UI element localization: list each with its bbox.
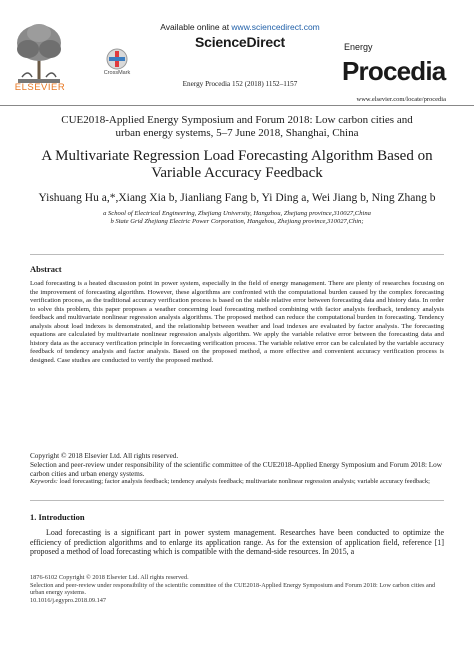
copyright-block bbox=[30, 452, 444, 478]
conference-info bbox=[40, 114, 434, 140]
keywords-block bbox=[30, 478, 444, 486]
crossmark-icon[interactable] bbox=[102, 48, 132, 70]
footer-review-line: Selection and peer-review under responsibility of the scientific committee of the CUE2018-Applied Energy Symposium and Forum 2018: Low carbon cities and urban energy systems. bbox=[30, 581, 436, 597]
affiliation-b: b State Grid Zhejiang Electric Power Corporation, Hangzhou, Zhejiang province,310027,Chin; bbox=[110, 218, 364, 225]
abstract-body: Load forecasting is a heated discussion point in power system, especially in the field of energy management. There are plenty of researches focusing on the improvement of forecasting algorithm. However, these algorithms are confronted with the computational burden caused by the complex forecasting verification process, as the traditional accuracy verification process is based on the stable relative error between forecasting data and history data. In order to solve this problem, this paper proposes a weather concerning load forecasting method combining with factor analysis feedback, tendency analysis feedback and multivariate nonlinear regression analysis algorithms. The proposed method can reduce the computational burden in forecasting. Tendency analysis about load indexes is demonstrated, and the relationship between weather and load indexes are evaluated by factor analysis. The forecasting equations are calculated by multivariate nonlinear regression analysis algorithm. We apply the variable relative error between the forecasting data and history data as the accuracy verification principle in forecasting verification process. The variable relative error can be calculated by the variable accuracy feedback of tendency analysis and factor analysis. Based on the proposed method, a more effective and convenient accuracy verification process is designed. Case studies are conducted to verify the proposed method. bbox=[30, 280, 444, 364]
conference-line-2: urban energy systems, 5–7 June 2018, Shanghai, China bbox=[115, 127, 359, 139]
journal-reference: Energy Procedia 152 (2018) 1152–1157 bbox=[182, 80, 298, 88]
paper-title: A Multivariate Regression Load Forecasting Algorithm Based on Variable Accuracy Feedback bbox=[41, 148, 433, 181]
available-online-line bbox=[138, 22, 342, 32]
conference-line-1: CUE2018-Applied Energy Symposium and Forum 2018: Low carbon cities and bbox=[61, 114, 413, 126]
elsevier-wordmark: ELSEVIER bbox=[14, 82, 66, 93]
keywords-label: Keywords: bbox=[30, 478, 58, 485]
page-footer bbox=[30, 574, 444, 604]
abstract-bottom-divider bbox=[30, 500, 444, 501]
journal-brand-top: Energy bbox=[344, 42, 373, 52]
sciencedirect-title: ScienceDirect bbox=[194, 34, 285, 50]
author-list: Yishuang Hu a,*,Xiang Xia b, Jianliang Fang b, Yi Ding a, Wei Jiang b, Ning Zhang b bbox=[38, 192, 436, 204]
peer-review-line: Selection and peer-review under responsibility of the scientific committee of the CUE2018-Applied Energy Symposium and Forum 2018: Low carbon cities and urban energy systems. bbox=[30, 460, 442, 478]
available-online-prefix: Available online at bbox=[160, 22, 232, 32]
crossmark-label: CrossMark bbox=[103, 70, 131, 76]
journal-brand-main: Procedia bbox=[342, 56, 446, 86]
copyright-line: Copyright © 2018 Elsevier Ltd. All rights reserved. bbox=[30, 452, 179, 460]
affiliation-a: a School of Electrical Engineering, Zhejiang University, Hangzhou, Zhejiang province,310027,China bbox=[103, 210, 371, 217]
issn-line: 1876-6102 Copyright © 2018 Elsevier Ltd. All rights reserved. bbox=[30, 574, 189, 581]
introduction-body: Load forecasting is a significant part in power system management. Researches have been conducted to optimize the efficiency of prediction algorithms and to enlarge its application range. As for the extension of application field, reference [1] proposed a method of load forecasting which is compatible with the demand-side resources. In 2015, a bbox=[30, 528, 444, 557]
abstract-top-divider bbox=[30, 254, 444, 255]
sciencedirect-link[interactable]: www.sciencedirect.com bbox=[231, 22, 320, 32]
header-divider bbox=[0, 105, 474, 106]
keywords-list: load forecasting; factor analysis feedback; tendency analysis feedback; multivariate nonlinear regression analysis; variable accuracy feedback; bbox=[57, 478, 430, 485]
abstract-heading: Abstract bbox=[30, 264, 62, 274]
journal-url-link[interactable]: www.elsevier.com/locate/procedia bbox=[356, 96, 446, 103]
doi-link[interactable]: 10.1016/j.egypro.2018.09.147 bbox=[30, 596, 107, 604]
introduction-heading: 1. Introduction bbox=[30, 512, 85, 522]
